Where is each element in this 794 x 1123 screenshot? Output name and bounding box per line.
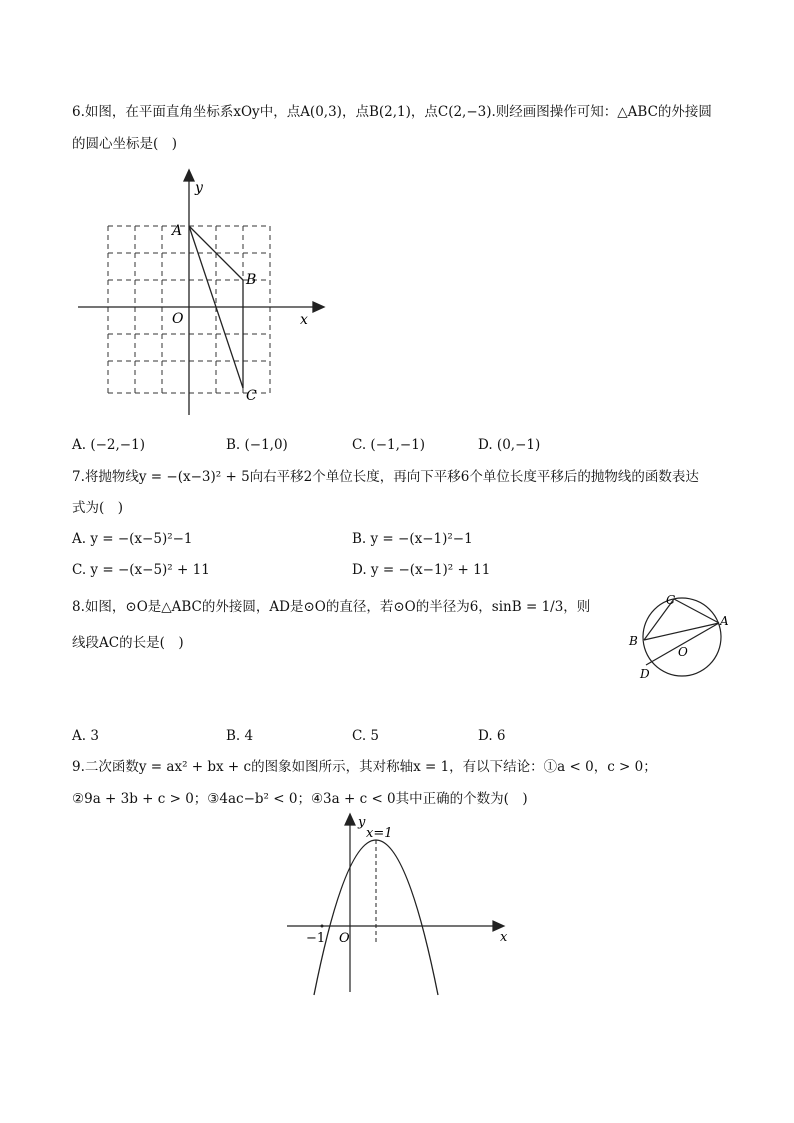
q9-axes xyxy=(287,814,504,992)
q7-text-line2: 式为( ) xyxy=(72,500,124,516)
q8-option-a: A. 3 xyxy=(72,728,99,744)
q8-circle-figure xyxy=(624,590,734,685)
q8-text-line2: 线段AC的长是( ) xyxy=(72,635,184,651)
q6-option-b: B. (−1,0) xyxy=(226,437,288,453)
q9-label-x: x xyxy=(500,930,508,945)
q8-option-c: C. 5 xyxy=(352,728,380,744)
q7-option-a: A. y = −(x−5)²−1 xyxy=(72,531,193,547)
q6-label-o: O xyxy=(172,311,184,327)
q9-text-line1: 9.二次函数y = ax² + bx + c的图象如图所示，其对称轴x = 1，有以下结论：①a < 0，c > 0； xyxy=(72,759,657,775)
q8-label-o: O xyxy=(678,645,688,659)
q9-label-neg1: −1 xyxy=(306,931,326,946)
q6-label-c: C xyxy=(246,388,257,404)
q6-option-c: C. (−1,−1) xyxy=(352,437,426,453)
q9-parabola-figure xyxy=(282,812,522,1002)
q6-option-a: A. (−2,−1) xyxy=(72,437,145,453)
q9-label-y: y xyxy=(358,815,366,830)
q7-option-c: C. y = −(x−5)² + 11 xyxy=(72,562,210,578)
q6-label-b: B xyxy=(246,272,257,288)
q7-option-d: D. y = −(x−1)² + 11 xyxy=(352,562,491,578)
q6-text-line2: 的圆心坐标是( ) xyxy=(72,136,178,152)
q6-option-d: D. (0,−1) xyxy=(478,437,541,453)
q9-label-o: O xyxy=(339,931,350,946)
q9-text-line2: ②9a + 3b + c > 0；③4ac−b² < 0；④3a + c < 0其中正确的个数为( ) xyxy=(72,791,528,807)
q6-text-line1: 6.如图，在平面直角坐标系xOy中，点A(0,3)，点B(2,1)，点C(2,−3).则经画图操作可知：△ABC的外接圆 xyxy=(72,104,712,120)
q6-axes xyxy=(78,170,324,415)
q7-text-line1: 7.将抛物线y = −(x−3)² + 5向右平移2个单位长度，再向下平移6个单位长度平移后的抛物线的函数表达 xyxy=(72,469,699,485)
q8-label-b: B xyxy=(629,634,638,648)
q8-label-d: D xyxy=(640,667,650,681)
q6-coordinate-figure xyxy=(72,170,332,420)
q8-option-b: B. 4 xyxy=(226,728,254,744)
q6-label-y: y xyxy=(195,180,203,196)
q8-label-a: A xyxy=(720,614,729,628)
q9-label-axis: x=1 xyxy=(366,826,393,841)
q6-label-x: x xyxy=(300,312,308,328)
q9-point-neg1 xyxy=(321,925,324,928)
q8-label-c: C xyxy=(666,593,676,607)
q6-label-a: A xyxy=(172,223,183,239)
q8-text-line1: 8.如图，⊙O是△ABC的外接圆，AD是⊙O的直径，若⊙O的半径为6，sinB = 1/3，则 xyxy=(72,599,591,615)
q8-option-d: D. 6 xyxy=(478,728,506,744)
q7-option-b: B. y = −(x−1)²−1 xyxy=(352,531,473,547)
